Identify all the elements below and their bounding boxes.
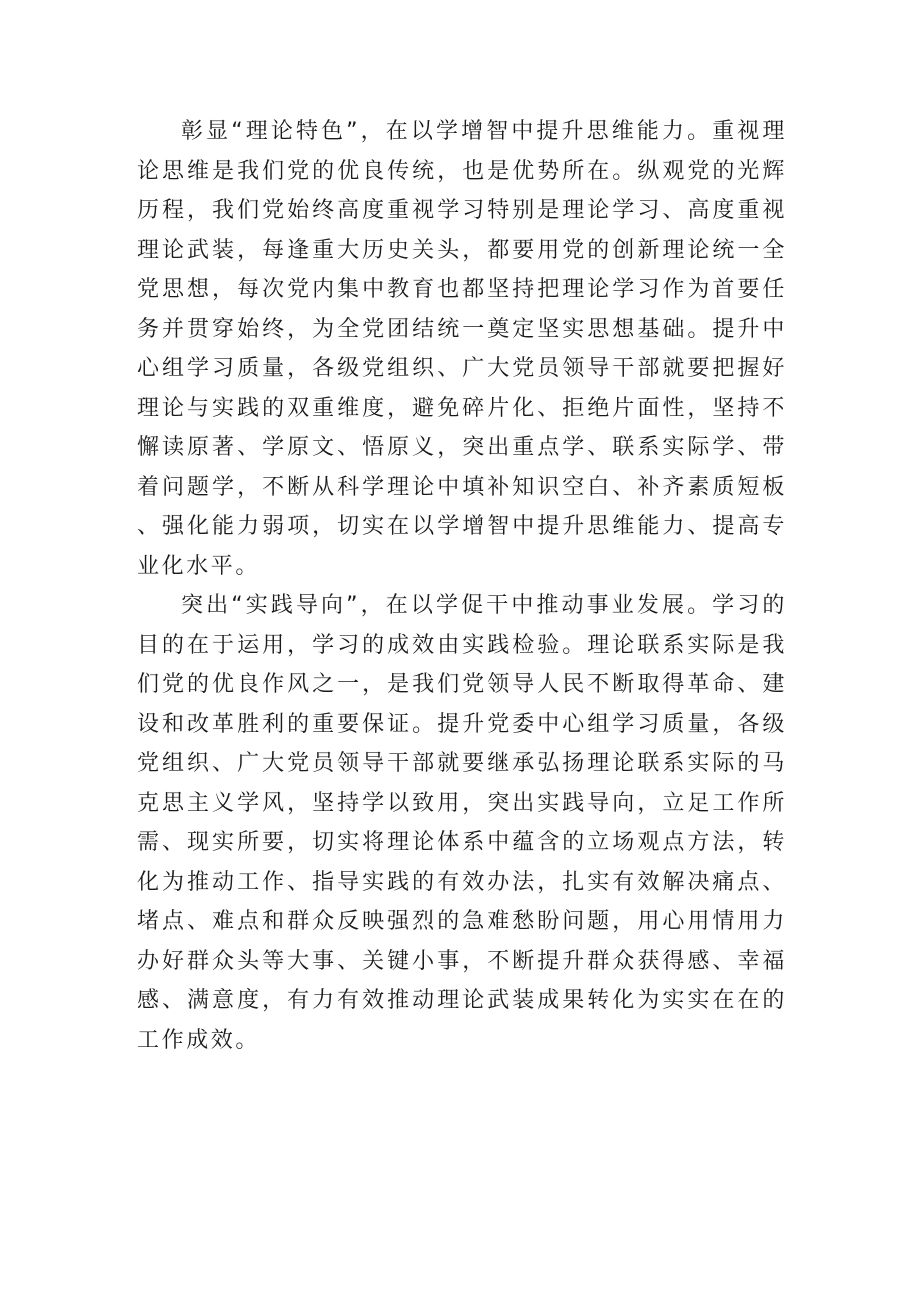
paragraph-practice: 突出“实践导向”，在以学促干中推动事业发展。学习的目的在于运用，学习的成效由实践检验。理论联系实际是我们党的优良作风之一，是我们党领导人民不断取得革命、建设和改革胜利的重要保证。提升党委中心组学习质量，各级党组织、广大党员领导干部就要继承弘扬理论联系实际的马克思主义学风，坚持学以致用，突出实践导向，立足工作所需、现实所要，切实将理论体系中蕴含的立场观点方法，转化为推动工作、指导实践的有效办法，扎实有效解决痛点、堵点、难点和群众反映强烈的急难愁盼问题，用心用情用力办好群众头等大事、关键小事，不断提升群众获得感、幸福感、满意度，有力有效推动理论武装成果转化为实实在在的工作成效。 xyxy=(137,593,787,1053)
paragraph-theory: 彰显“理论特色”，在以学增智中提升思维能力。重视理论思维是我们党的优良传统，也是优势所在。纵观党的光辉历程，我们党始终高度重视学习特别是理论学习、高度重视理论武装，每逢重大历史关头，都要用党的创新理论统一全党思想，每次党内集中教育也都坚持把理论学习作为首要任务并贯穿始终，为全党团结统一奠定坚实思想基础。提升中心组学习质量，各级党组织、广大党员领导干部就要把握好理论与实践的双重维度，避免碎片化、拒绝片面性，坚持不懈读原著、学原文、悟原义，突出重点学、联系实际学、带着问题学，不断从科学理论中填补知识空白、补齐素质短板、强化能力弱项，切实在以学增智中提升思维能力、提高专业化水平。 xyxy=(137,119,787,579)
document-body xyxy=(137,112,787,1060)
